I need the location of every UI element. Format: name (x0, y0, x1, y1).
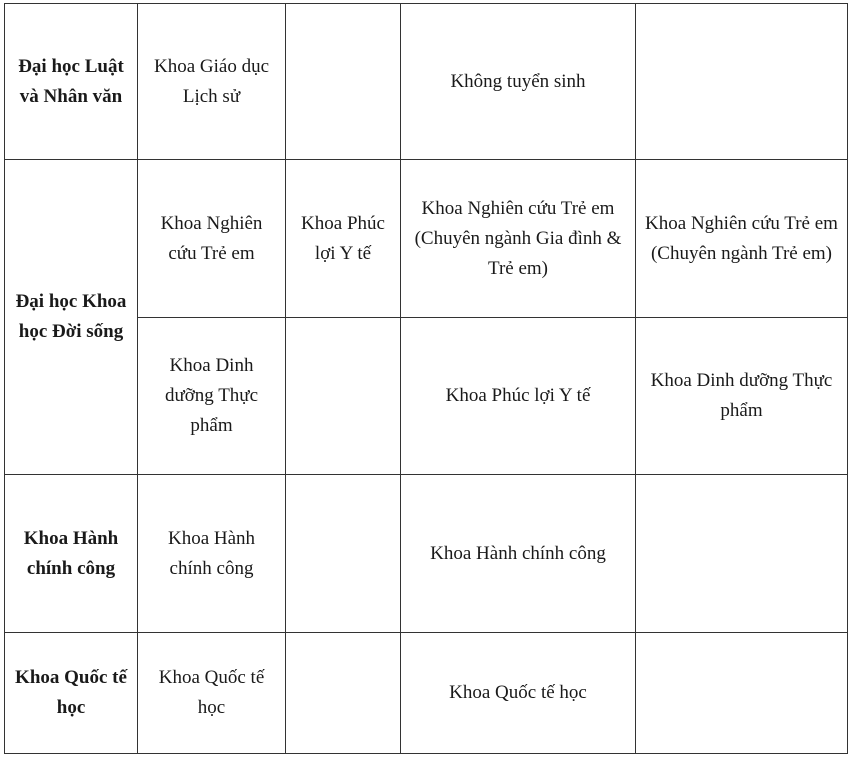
table-cell (636, 475, 848, 633)
table-row (5, 475, 848, 633)
table-cell (286, 633, 401, 754)
table-cell: Không tuyển sinh (401, 4, 636, 160)
table-cell: Khoa Phúc lợi Y tế (401, 318, 636, 475)
table-row (5, 633, 848, 754)
table-cell (636, 4, 848, 160)
department-cell: Khoa Dinh dưỡng Thực phẩm (138, 318, 286, 475)
table-cell: Khoa Nghiên cứu Trẻ em (Chuyên ngành Trẻ em) (636, 160, 848, 318)
department-cell: Khoa Giáo dục Lịch sử (138, 4, 286, 160)
table-cell (286, 318, 401, 475)
table-cell: Khoa Quốc tế học (401, 633, 636, 754)
table-cell: Khoa Dinh dưỡng Thực phẩm (636, 318, 848, 475)
table-row (5, 160, 848, 318)
department-cell: Khoa Hành chính công (138, 475, 286, 633)
unit-cell: Đại học Luật và Nhân văn (5, 4, 138, 160)
table-row (5, 4, 848, 160)
table-cell: Khoa Phúc lợi Y tế (286, 160, 401, 318)
unit-cell: Khoa Hành chính công (5, 475, 138, 633)
unit-cell: Đại học Khoa học Đời sống (5, 160, 138, 475)
unit-cell: Khoa Quốc tế học (5, 633, 138, 754)
department-cell: Khoa Quốc tế học (138, 633, 286, 754)
department-cell: Khoa Nghiên cứu Trẻ em (138, 160, 286, 318)
table-cell: Khoa Hành chính công (401, 475, 636, 633)
table-cell (636, 633, 848, 754)
table-cell (286, 4, 401, 160)
table-cell: Khoa Nghiên cứu Trẻ em (Chuyên ngành Gia đình & Trẻ em) (401, 160, 636, 318)
table-cell (286, 475, 401, 633)
department-table (4, 3, 848, 754)
